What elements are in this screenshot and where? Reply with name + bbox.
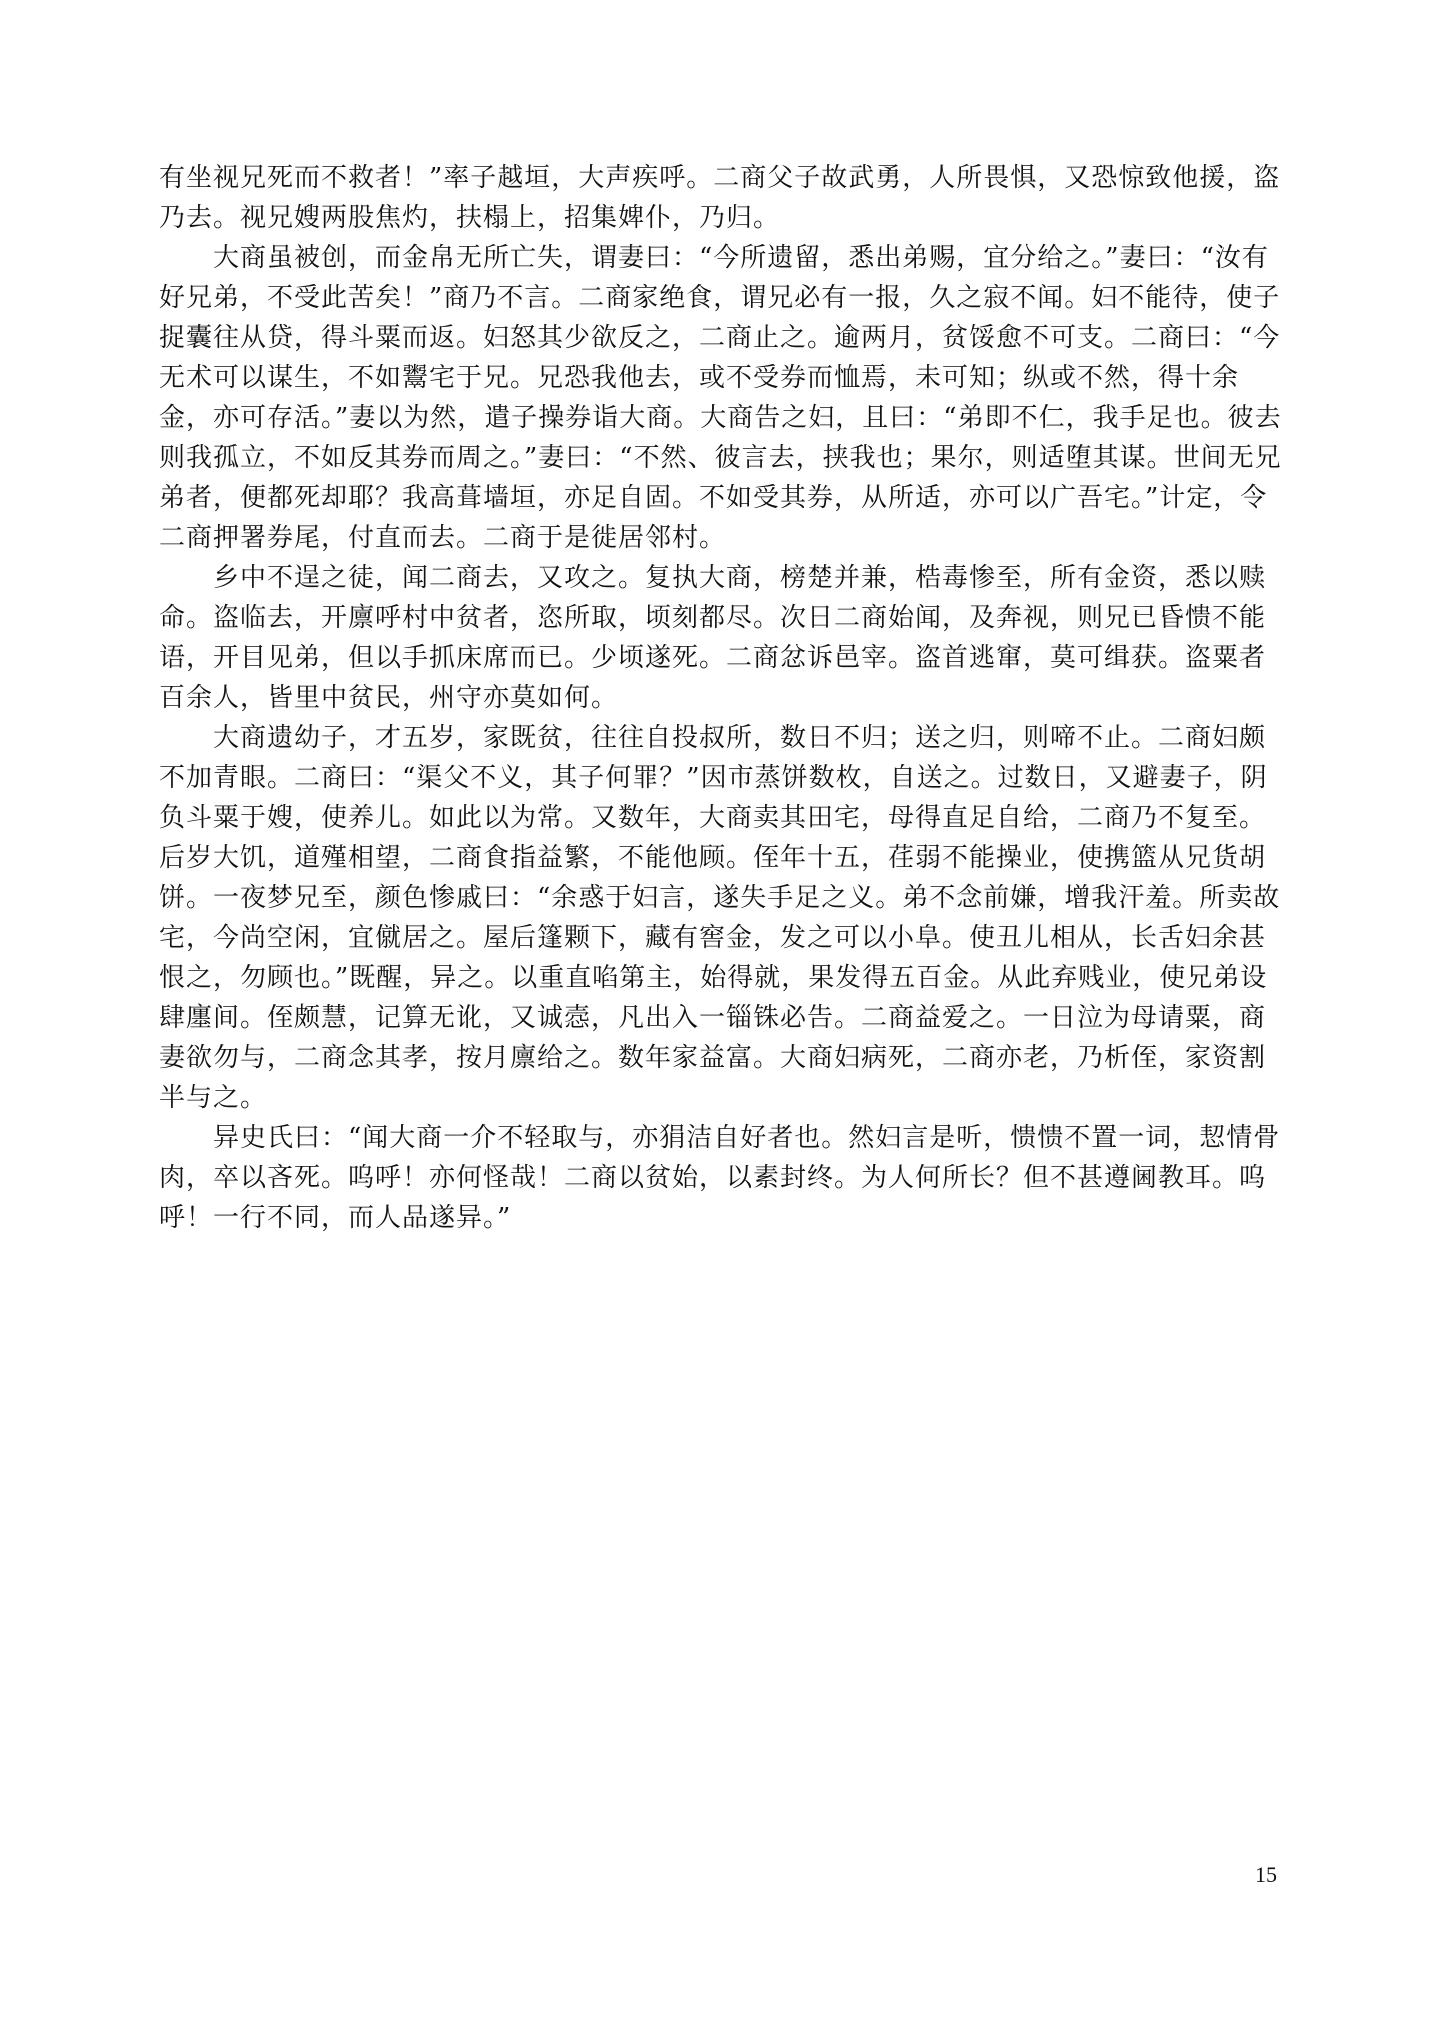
paragraph-1: 有坐视兄死而不救者！”率子越垣，大声疾呼。二商父子故武勇，人所畏惧，又恐惊致他援，盗乃去。视兄嫂两股焦灼，扶榻上，招集婢仆，乃归。	[159, 163, 1281, 233]
paragraph-2: 大商虽被创，而金帛无所亡失，谓妻曰：“今所遗留，悉出弟赐，宜分给之。”妻曰：“汝有好兄弟，不受此苦矣！”商乃不言。二商家绝食，谓兄必有一报，久之寂不闻。妇不能待，使子捉囊往从贷，得斗粟而返。妇怒其少欲反之，二商止之。逾两月，贫馁愈不可支。二商曰：“今无术可以谋生，不如鬻宅于兄。兄恐我他去，或不受券而恤焉，未可知；纵或不然，得十余金，亦可存活。”妻以为然，遣子操券诣大商。大商告之妇，且曰：“弟即不仁，我手足也。彼去则我孤立，不如反其券而周之。”妻曰：“不然、彼言去，挟我也；果尔，则适堕其谋。世间无兄弟者，便都死却耶？我高葺墙垣，亦足自固。不如受其券，从所适，亦可以广吾宅。”计定，令二商押署券尾，付直而去。二商于是徙居邻村。	[159, 243, 1282, 553]
paragraph-5: 异史氏曰：“闻大商一介不轻取与，亦狷洁自好者也。然妇言是听，愦愦不置一词，恝情骨肉，卒以吝死。呜呼！亦何怪哉！二商以贫始，以素封终。为人何所长？但不甚遵阃教耳。呜呼！一行不同，而人品遂异。”	[159, 1123, 1281, 1233]
paragraph-3: 乡中不逞之徒，闻二商去，又攻之。复执大商，榜楚并兼，梏毒惨至，所有金资，悉以赎命。盗临去，开廪呼村中贫者，恣所取，顷刻都尽。次日二商始闻，及奔视，则兄已昏愦不能语，开目见弟，但以手抓床席而已。少顷遂死。二商忿诉邑宰。盗首逃窜，莫可缉获。盗粟者百余人，皆里中贫民，州守亦莫如何。	[159, 563, 1267, 713]
paragraph-4: 大商遗幼子，才五岁，家既贫，往往自投叔所，数日不归；送之归，则啼不止。二商妇颇不加青眼。二商曰：“渠父不义，其子何罪？”因市蒸饼数枚，自送之。过数日，又避妻子，阴负斗粟于嫂，使养儿。如此以为常。又数年，大商卖其田宅，母得直足自给，二商乃不复至。后岁大饥，道殣相望，二商食指益繁，不能他顾。侄年十五，荏弱不能操业，使携篮从兄货胡饼。一夜梦兄至，颜色惨戚曰：“余惑于妇言，遂失手足之义。弟不念前嫌，增我汗羞。所卖故宅，今尚空闲，宜僦居之。屋后篷颗下，藏有窖金，发之可以小阜。使丑儿相从，长舌妇余甚恨之，勿顾也。”既醒，异之。以重直啗第主，始得就，果发得五百金。从此弃贱业，使兄弟设肆廛间。侄颇慧，记算无讹，又诚悫，凡出入一锱铢必告。二商益爱之。一日泣为母请粟，商妻欲勿与，二商念其孝，按月廪给之。数年家益富。大商妇病死，二商亦老，乃析侄，家资割半与之。	[159, 723, 1281, 1113]
body-text	[159, 158, 1283, 1238]
page-number: 15	[1255, 1862, 1277, 1887]
